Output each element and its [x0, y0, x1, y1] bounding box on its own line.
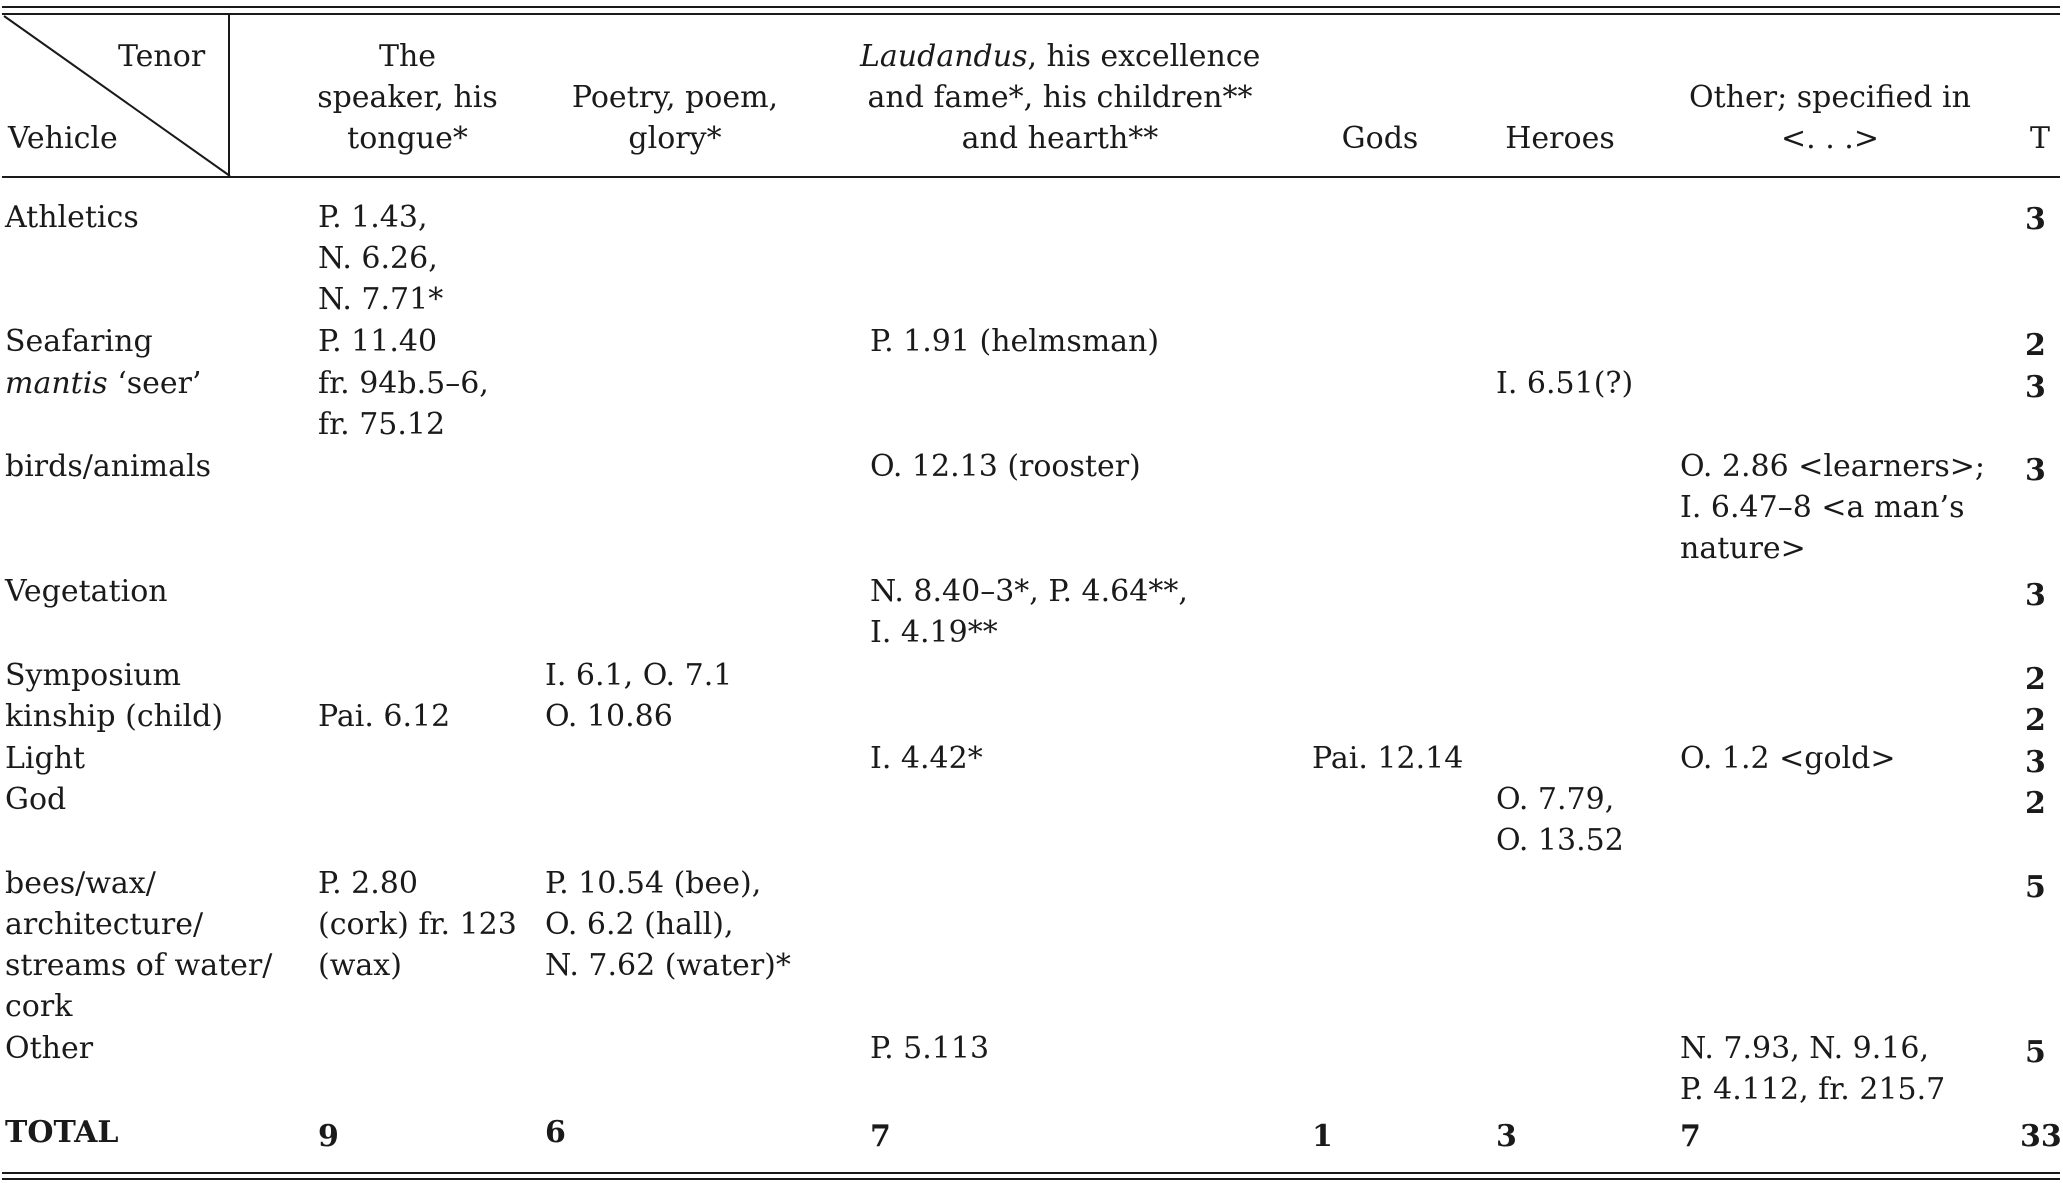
header-laudandus-2: and fame*, his children** [867, 80, 1253, 115]
row-mantis-vehicle-rest: ‘seer’ [107, 366, 202, 401]
row-god-heroes-1: O. 7.79, [1496, 782, 1615, 817]
total-gods: 1 [1312, 1119, 1333, 1154]
row-seafaring-laudandus: P. 1.91 (helmsman) [870, 324, 1160, 359]
header-laudandus-3: and hearth** [961, 121, 1159, 156]
row-mantis-speaker-1: fr. 94b.5–6, [318, 366, 489, 401]
total-label: TOTAL [5, 1115, 119, 1150]
header-laudandus-1 [860, 36, 1260, 77]
row-light-t: 3 [2025, 745, 2046, 780]
row-other-other-1: N. 7.93, N. 9.16, [1680, 1031, 1930, 1066]
row-bees-vehicle-3: streams of water/ [5, 948, 273, 983]
row-kinship-speaker: Pai. 6.12 [318, 699, 451, 734]
row-birds-t: 3 [2025, 453, 2046, 488]
row-seafaring-t: 2 [2025, 328, 2046, 363]
row-athletics-speaker-3: N. 7.71* [318, 282, 444, 317]
header-speaker-3: tongue* [347, 121, 468, 156]
row-bees-vehicle-4: cork [5, 989, 73, 1024]
row-bees-poetry-1: P. 10.54 (bee), [545, 866, 762, 901]
top-double-rule-b [2, 13, 2060, 15]
row-mantis-vehicle-italic: mantis [5, 366, 108, 401]
row-other-t: 5 [2025, 1035, 2046, 1070]
header-gods: Gods [1341, 121, 1419, 156]
row-light-vehicle: Light [5, 741, 86, 776]
header-other-1: Other; specified in [1689, 80, 1971, 115]
row-kinship-t: 2 [2025, 703, 2046, 738]
row-birds-vehicle: birds/animals [5, 449, 211, 484]
header-speaker-1: The [378, 39, 437, 74]
row-vegetation-vehicle: Vegetation [5, 574, 168, 609]
row-bees-poetry-2: O. 6.2 (hall), [545, 907, 734, 942]
bottom-double-rule-b [2, 1178, 2060, 1180]
row-bees-vehicle-2: architecture/ [5, 907, 204, 942]
header-heroes: Heroes [1505, 121, 1615, 156]
row-athletics-vehicle: Athletics [5, 200, 139, 235]
header-laudandus-italic: Laudandus [860, 39, 1028, 74]
row-birds-other-3: nature> [1680, 531, 1806, 566]
total-other: 7 [1680, 1119, 1701, 1154]
row-bees-t: 5 [2025, 870, 2046, 905]
total-poetry: 6 [545, 1115, 566, 1150]
header-tenor: Tenor [118, 39, 206, 74]
row-mantis-vehicle [5, 363, 202, 404]
row-athletics-speaker-1: P. 1.43, [318, 200, 428, 235]
row-other-laudandus: P. 5.113 [870, 1031, 990, 1066]
row-bees-speaker-1: P. 2.80 [318, 866, 418, 901]
row-vegetation-t: 3 [2025, 578, 2046, 613]
total-heroes: 3 [1496, 1119, 1517, 1154]
row-light-gods: Pai. 12.14 [1312, 741, 1464, 776]
row-mantis-speaker-2: fr. 75.12 [318, 407, 446, 442]
row-god-t: 2 [2025, 786, 2046, 821]
row-seafaring-speaker: P. 11.40 [318, 324, 438, 359]
header-total: T [2030, 121, 2051, 156]
row-bees-speaker-2: (cork) fr. 123 [318, 907, 517, 942]
row-other-other-2: P. 4.112, fr. 215.7 [1680, 1072, 1946, 1107]
row-mantis-t: 3 [2025, 370, 2046, 405]
header-bottom-rule [2, 176, 2060, 178]
row-kinship-poetry: O. 10.86 [545, 699, 673, 734]
header-vehicle: Vehicle [8, 121, 118, 156]
row-vegetation-laudandus-2: I. 4.19** [870, 615, 998, 650]
header-poetry-2: glory* [628, 121, 722, 156]
row-birds-laudandus: O. 12.13 (rooster) [870, 449, 1141, 484]
row-seafaring-vehicle: Seafaring [5, 324, 153, 359]
row-other-vehicle: Other [5, 1031, 94, 1066]
row-light-other: O. 1.2 <gold> [1680, 741, 1896, 776]
row-bees-speaker-3: (wax) [318, 948, 402, 983]
total-laudandus: 7 [870, 1119, 891, 1154]
row-symposium-vehicle: Symposium [5, 658, 181, 693]
row-birds-other-1: O. 2.86 <learners>; [1680, 449, 1986, 484]
header-laudandus-rest: , his excellence [1027, 39, 1261, 74]
row-birds-other-2: I. 6.47–8 <a man’s [1680, 490, 1965, 525]
header-poetry-1: Poetry, poem, [571, 80, 779, 115]
row-mantis-heroes: I. 6.51(?) [1496, 366, 1634, 401]
row-symposium-poetry: I. 6.1, O. 7.1 [545, 658, 733, 693]
top-double-rule-a [2, 6, 2060, 8]
row-god-vehicle: God [5, 782, 67, 817]
row-athletics-t: 3 [2025, 202, 2046, 237]
bottom-double-rule-a [2, 1172, 2060, 1174]
row-light-laudandus: I. 4.42* [870, 741, 983, 776]
row-bees-vehicle-1: bees/wax/ [5, 866, 156, 901]
row-god-heroes-2: O. 13.52 [1496, 823, 1624, 858]
header-speaker-2: speaker, his [317, 80, 498, 115]
row-vegetation-laudandus-1: N. 8.40–3*, P. 4.64**, [870, 574, 1188, 609]
row-kinship-vehicle: kinship (child) [5, 699, 224, 734]
header-other-2: <. . .> [1781, 121, 1879, 156]
row-athletics-speaker-2: N. 6.26, [318, 241, 438, 276]
row-symposium-t: 2 [2025, 662, 2046, 697]
total-t: 33 [2020, 1119, 2062, 1154]
row-bees-poetry-3: N. 7.62 (water)* [545, 948, 791, 983]
total-speaker: 9 [318, 1119, 339, 1154]
